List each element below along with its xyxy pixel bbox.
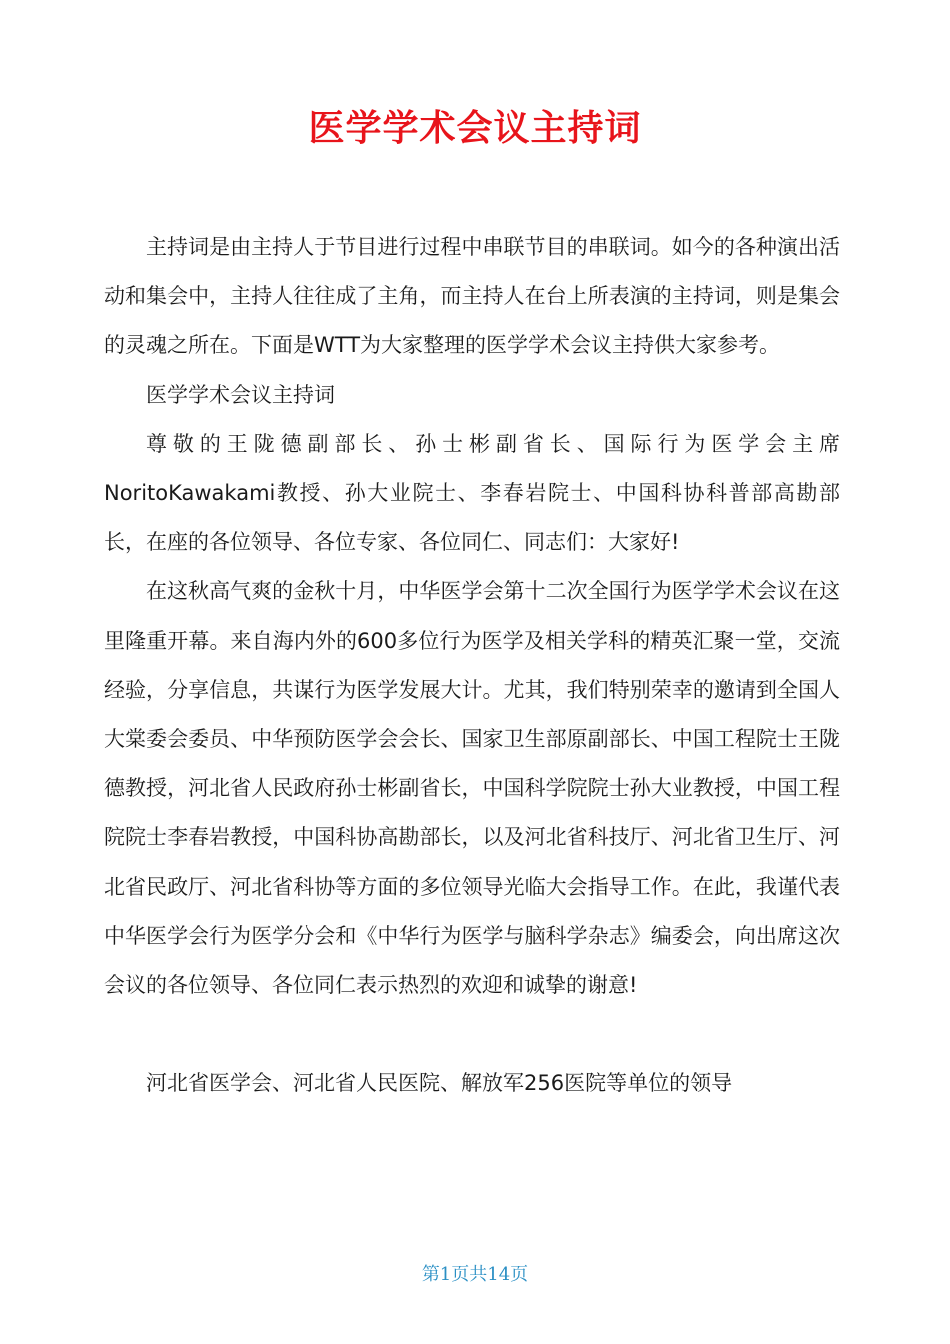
opening-paragraph: 在这秋高气爽的金秋十月，中华医学会第十二次全国行为医学学术会议在这里隆重开幕。来自海内外的600多位行为医学及相关学科的精英汇聚一堂，交流经验，分享信息，共谋行为医学发展大计。尤其，我们特别荣幸的邀请到全国人大棠委会委员、中华预防医学会会长、国家卫生部原副部长、中国工程院士王陇德教授，河北省人民政府孙士彬副省长，中国科学院院士孙大业教授，中国工程院院士李春岩教授，中国科协高勘部长，以及河北省科技厅、河北省卫生厅、河北省民政厅、河北省科协等方面的多位领导光临大会指导工作。在此，我谨代表中华医学会行为医学分会和《中华行为医学与脑科学杂志》编委会，向出席这次会议的各位领导、各位同仁表示热烈的欢迎和诚挚的谢意!: [104, 579, 840, 998]
greeting-paragraph: 尊敬的王陇德副部长、孙士彬副省长、国际行为医学会主席NoritoKawakami教授、孙大业院士、李春岩院士、中国科协科普部高勘部长，在座的各位领导、各位专家、各位同仁、同志们：大家好!: [104, 431, 840, 555]
page-number-footer: 第1页共14页: [421, 1264, 529, 1285]
section-heading: 医学学术会议主持词: [146, 382, 335, 407]
document-title: 医学学术会议主持词: [308, 108, 642, 149]
document-body: [104, 223, 840, 1108]
organizers-paragraph: 河北省医学会、河北省人民医院、解放军256医院等单位的领导: [146, 1071, 733, 1096]
intro-paragraph: 主持词是由主持人于节目进行过程中串联节目的串联词。如今的各种演出活动和集会中，主持人往往成了主角，而主持人在台上所表演的主持词，则是集会的灵魂之所在。下面是WTT为大家整理的医学学术会议主持供大家参考。: [104, 235, 840, 358]
